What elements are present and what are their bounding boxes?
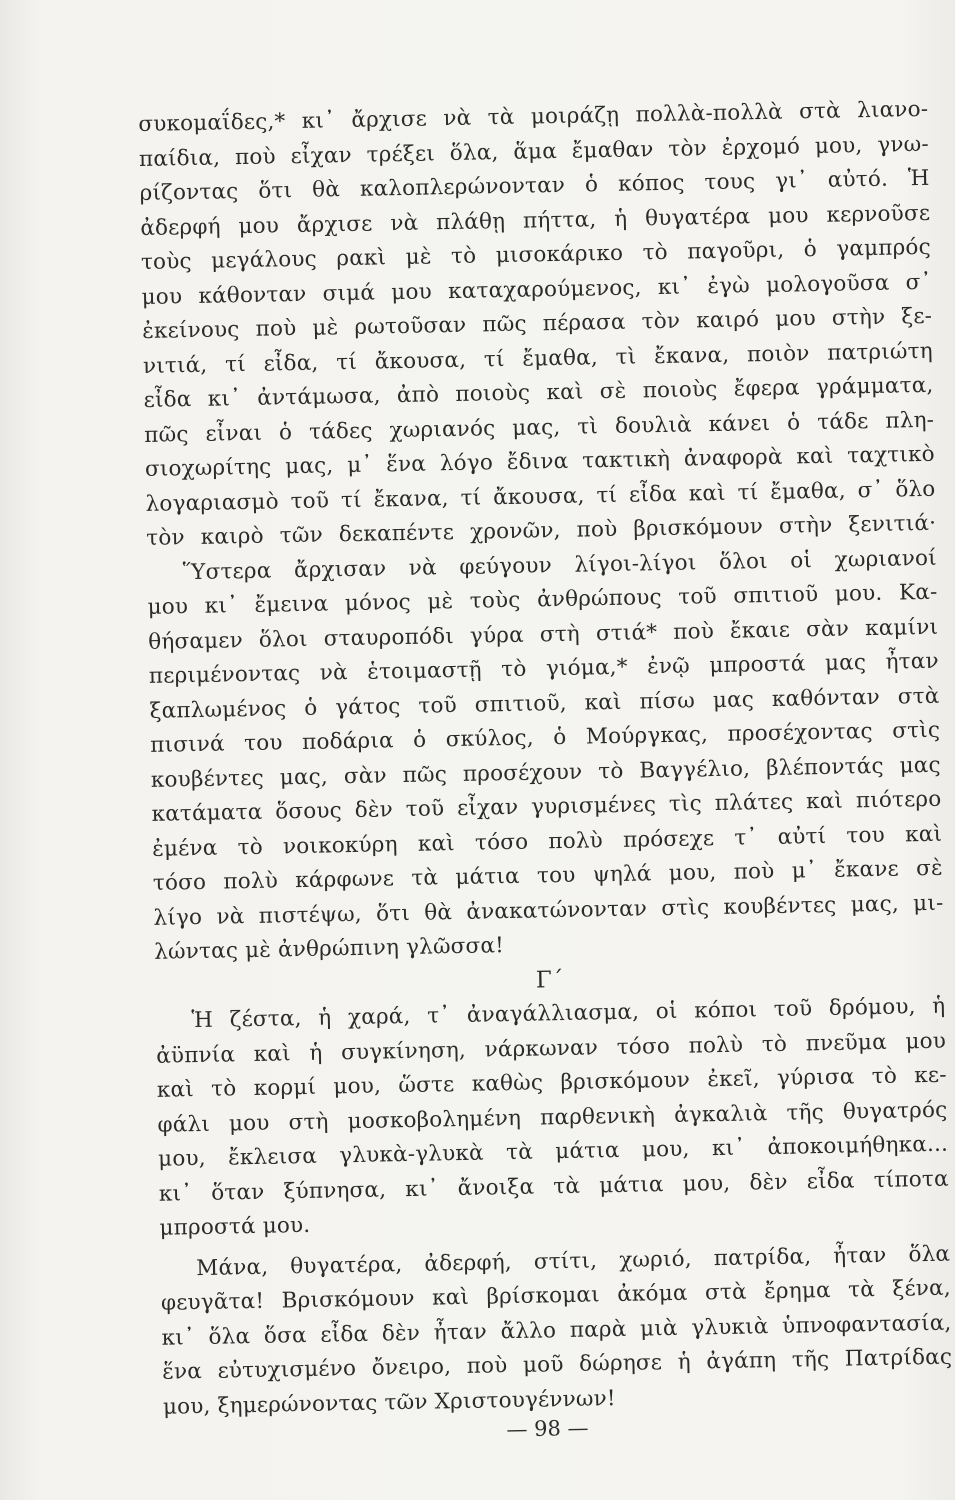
text-line: Μάνα, θυγατέρα, ἀδερφή, στίτι, χωριό, πατρίδα, ἦταν ὅλα [196, 1241, 951, 1281]
text-line: μου, ξημερώνοντας τῶν Χριστουγέννων! [162, 1385, 617, 1420]
text-line: κι᾿ ὅταν ξύπνησα, κι᾿ ἄνοιξα τὰ μάτια μου, δὲν εἶδα τίποτα [158, 1166, 949, 1207]
text-line: ρίζοντας ὅτι θὰ καλοπλερώνονταν ὁ κόπος τους γι᾿ αὐτό. Ἡ [139, 165, 930, 206]
text-line: καὶ τὸ κορμί μου, ὥστε καθὼς βρισκόμουν ἐκεῖ, γύρισα τὸ κε- [156, 1062, 947, 1103]
text-line: ξαπλωμένος ὁ γάτος τοῦ σπιτιοῦ, καὶ πίσω μας καθόνταν στὰ [149, 683, 940, 724]
text-line: ἀϋπνία καὶ ἡ συγκίνηση, νάρκωναν τόσο πολὺ τὸ πνεῦμα μου [155, 1028, 947, 1069]
text-line: κι᾿ ὅλα ὅσα εἶδα δὲν ἦταν ἄλλο παρὰ μιὰ γλυκιὰ ὑπνοφαντασία, [161, 1310, 952, 1351]
text-line: πῶς εἶναι ὁ τάδες χωριανός μας, τὶ δουλιὰ κάνει ὁ τάδε πλη- [144, 407, 935, 448]
text-line: τόσο πολὺ κάρφωνε τὰ μάτια του ψηλά μου, ποὺ μ᾿ ἔκανε σὲ [152, 855, 943, 896]
text-line: λογαριασμὸ τοῦ τί ἔκανα, τί ἄκουσα, τί εἶδα καὶ τί ἔμαθα, σ᾿ ὅλο [145, 476, 936, 517]
text-line: συκομαΐδες,* κι᾿ ἄρχισε νὰ τὰ μοιράζῃ πολλὰ-πολλὰ στὰ λιανο- [138, 96, 929, 137]
text-line: μπροστά μου. [159, 1212, 311, 1241]
text-line: λώντας μὲ ἀνθρώπινη γλῶσσα! [153, 933, 505, 965]
text-line: παίδια, ποὺ εἶχαν τρέξει ὅλα, ἅμα ἔμαθαν τὸν ἐρχομό μου, γνω- [138, 131, 930, 172]
text-line: κατάματα ὅσους δὲν τοῦ εἶχαν γυρισμένες τὶς πλάτες καὶ πιότερο [151, 786, 942, 827]
text-line: μου κι᾿ ἔμεινα μόνος μὲ τοὺς ἀνθρώπους τοῦ σπιτιοῦ μου. Κα- [147, 579, 938, 620]
text-line: σιοχωρίτης μας, μ᾿ ἕνα λόγο ἔδινα τακτικὴ ἀναφορὰ καὶ ταχτικὸ [144, 441, 936, 482]
text-line: μου κάθονταν σιμά μου καταχαρούμενος, κι᾿ ἐγὼ μολογοῦσα σ᾿ [141, 269, 932, 310]
text-line: φάλι μου στὴ μοσκοβολημένη παρθενικὴ ἀγκαλιὰ τῆς θυγατρός [157, 1097, 948, 1138]
text-line: Ἡ ζέστα, ἡ χαρά, τ᾿ ἀναγάλλιασμα, οἱ κόποι τοῦ δρόμου, ἡ [191, 993, 946, 1034]
text-line: πισινά του ποδάρια ὁ σκύλος, ὁ Μούργκας, προσέχοντας στὶς [149, 717, 941, 758]
text-line: περιμένοντας νὰ ἑτοιμαστῇ τὸ γιόμα,* ἐνῷ μπροστά μας ἦταν [148, 648, 940, 689]
text-line: τὸν καιρὸ τῶν δεκαπέντε χρονῶν, ποὺ βρισκόμουν στὴν ξενιτιά· [146, 510, 937, 551]
page-number: — 98 — [506, 1415, 589, 1442]
text-line: θήσαμεν ὅλοι σταυροπόδι γύρα στὴ στιά* ποὺ ἔκαιε σὰν καμίνι [148, 614, 939, 655]
text-line: εἶδα κι᾿ ἀντάμωσα, ἀπὸ ποιοὺς καὶ σὲ ποιοὺς ἔφερα γράμματα, [143, 372, 934, 413]
text-line: ἕνα εὐτυχισμένο ὄνειρο, ποὺ μοῦ δώρησε ἡ ἀγάπη τῆς Πατρίδας [162, 1344, 953, 1385]
text-line: κουβέντες μας, σὰν πῶς προσέχουν τὸ Βαγγέλιο, βλέποντάς μας [150, 752, 941, 793]
text-line: νιτιά, τί εἶδα, τί ἄκουσα, τί ἔμαθα, τὶ ἔκανα, ποιὸν πατριώτη [142, 338, 934, 379]
text-line: Ὕστερα ἄρχισαν νὰ φεύγουν λίγοι-λίγοι ὅλοι οἱ χωριανοί [182, 545, 938, 585]
text-line: φευγᾶτα! Βρισκόμουν καὶ βρίσκομαι ἀκόμα στὰ ἔρημα τὰ ξένα, [160, 1275, 952, 1316]
text-line: τοὺς μεγάλους ρακὶ μὲ τὸ μισοκάρικο τὸ παγοῦρι, ὁ γαμπρός [140, 234, 932, 275]
section-heading: Γ΄ [535, 966, 564, 994]
text-line: ἐκείνους ποὺ μὲ ρωτοῦσαν πῶς πέρασα τὸν καιρό μου στὴν ξε- [142, 303, 933, 344]
body-text [138, 93, 955, 1425]
text-line: ἐμένα τὸ νοικοκύρη καὶ τόσο πολὺ πρόσεχε τ᾿ αὐτί του καὶ [151, 821, 943, 862]
text-line: ἀδερφή μου ἄρχισε νὰ πλάθῃ πήττα, ἡ θυγατέρα μου κερνοῦσε [140, 200, 931, 241]
text-line: λίγο νὰ πιστέψω, ὅτι θὰ ἀνακατώνονταν στὶς κουβέντες μας, μι- [153, 890, 944, 931]
text-line: μου, ἔκλεισα γλυκὰ-γλυκὰ τὰ μάτια μου, κι᾿ ἀποκοιμήθηκα... [157, 1131, 949, 1172]
